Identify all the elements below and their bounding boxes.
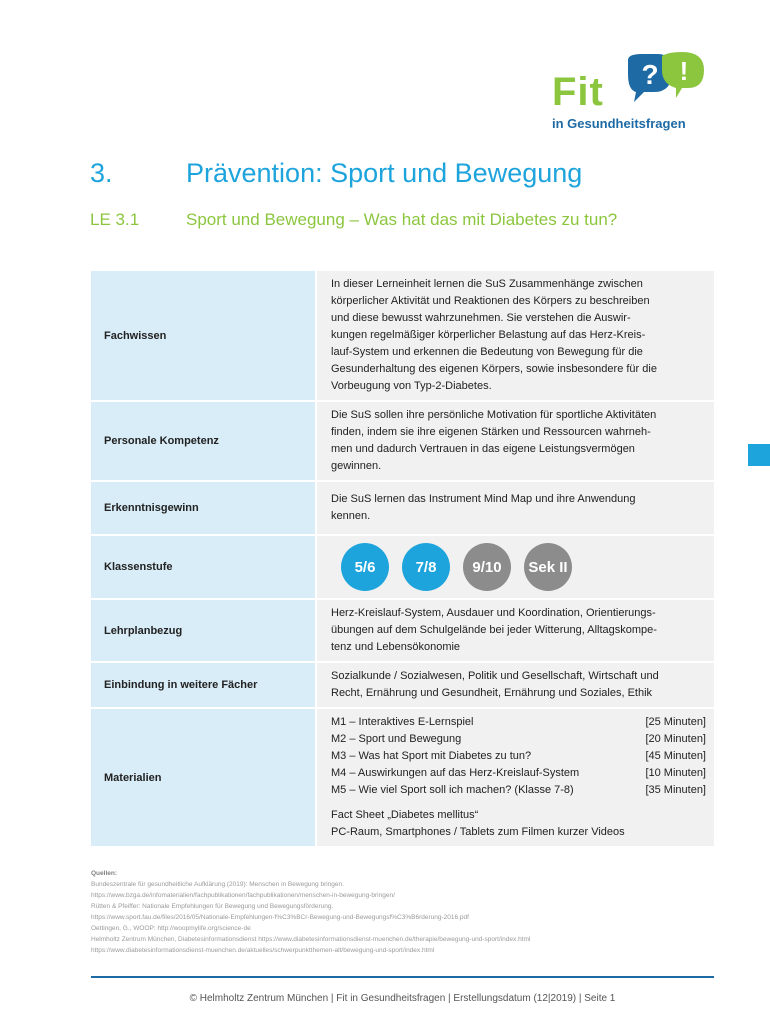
label-lehrplan: Lehrplanbezug (91, 599, 316, 662)
text-line: Vorbeugung von Typ-2-Diabetes. (331, 380, 492, 392)
row-lehrplan (91, 599, 714, 662)
material-name: M4 – Auswirkungen auf das Herz-Kreislauf-System (331, 767, 580, 779)
row-erkenntnis (91, 481, 714, 535)
material-duration: [35 Minuten] (645, 784, 706, 796)
equipment-line: PC-Raum, Smartphones / Tablets zum Filmen kurzer Videos (331, 826, 625, 838)
material-name: M1 – Interaktives E-Lernspiel (331, 716, 474, 728)
value-lehrplan (316, 599, 714, 662)
source-line: Helmholtz Zentrum München, Diabetesinformationsdienst https://www.diabetesinformationsdienst-muenchen.de/therapie/bewegung-und-sport/index.html (91, 936, 531, 943)
text-line: kennen. (331, 510, 371, 522)
value-einbindung (316, 662, 714, 708)
logo (552, 52, 722, 137)
label-materialien: Materialien (91, 708, 316, 847)
material-item (331, 765, 706, 782)
row-materialien (91, 708, 714, 847)
grade-badges (331, 543, 706, 591)
logo-word: Fit (552, 70, 604, 114)
material-duration: [20 Minuten] (645, 733, 706, 745)
fact-sheet-line: Fact Sheet „Diabetes mellitus“ (331, 809, 479, 821)
page-footer: © Helmholtz Zentrum München | Fit in Gesundheitsfragen | Erstellungsdatum (12|2019) | Seite 1 (189, 993, 616, 1004)
unit-title: Sport und Bewegung – Was hat das mit Diabetes zu tun? (186, 210, 618, 229)
grade-badge-9-10: 9/10 (463, 543, 511, 591)
material-duration: [25 Minuten] (645, 716, 706, 728)
sources-heading: Quellen: (91, 870, 118, 877)
text-line: körperlicher Aktivität und Reaktionen des Körpers zu beschreiben (331, 295, 650, 307)
label-personal: Personale Kompetenz (91, 401, 316, 481)
label-einbindung: Einbindung in weitere Fächer (91, 662, 316, 708)
text-line: und diese bewusst wahrzunehmen. Sie verstehen die Auswir- (331, 312, 631, 324)
row-fachwissen (91, 271, 714, 401)
speech-bubbles-icon (618, 52, 708, 114)
text-line: In dieser Lerneinheit lernen die SuS Zusammenhänge zwischen (331, 278, 643, 290)
text-line: Gesunderhaltung des eigenen Körpers, sowie insbesondere für die (331, 363, 657, 375)
lesson-info-table (91, 271, 714, 848)
logo-subtitle: in Gesundheitsfragen (552, 116, 686, 131)
text-line: lauf-System und erkennen die Bedeutung von Bewegung für die (331, 346, 643, 358)
unit-number: LE 3.1 (90, 210, 140, 229)
row-klassenstufe (91, 535, 714, 599)
material-duration: [45 Minuten] (645, 750, 706, 762)
source-link[interactable]: https://www.diabetesinformationsdienst-muenchen.de/aktuelles/schwerpunktthemen-alt/bewegung-und-sport/index.html (91, 947, 435, 954)
text-line: Sozialkunde / Sozialwesen, Politik und Gesellschaft, Wirtschaft und (331, 670, 659, 682)
text-line: Die SuS sollen ihre persönliche Motivation für sportliche Aktivitäten (331, 409, 657, 421)
material-item (331, 782, 706, 799)
text-line: finden, indem sie ihre eigenen Stärken und Ressourcen wahrneh- (331, 426, 651, 438)
text-line: Recht, Ernährung und Gesundheit, Ernährung und Soziales, Ethik (331, 687, 653, 699)
value-materialien (316, 708, 714, 847)
value-fachwissen (316, 271, 714, 401)
material-duration: [10 Minuten] (645, 767, 706, 779)
value-erkenntnis (316, 481, 714, 535)
text-line: kungen regelmäßiger körperlicher Belastung auf das Herz-Kreis- (331, 329, 646, 341)
source-link[interactable]: https://www.sport.fau.de/files/2016/05/Nationale-Empfehlungen-f%C3%BCr-Bewegung-und-Bewegungsf%C3%B6rderung-2016.pdf (91, 914, 469, 921)
material-item (331, 731, 706, 748)
text-line: Herz-Kreislauf-System, Ausdauer und Koordination, Orientierungs- (331, 607, 656, 619)
label-klassenstufe: Klassenstufe (91, 535, 316, 599)
footer-divider (91, 976, 714, 978)
material-name: M3 – Was hat Sport mit Diabetes zu tun? (331, 750, 532, 762)
text-line: Die SuS lernen das Instrument Mind Map und ihre Anwendung (331, 493, 636, 505)
chapter-number: 3. (90, 158, 113, 188)
row-personal (91, 401, 714, 481)
logo-question-mark: ? (641, 59, 659, 90)
grade-badge-7-8: 7/8 (402, 543, 450, 591)
text-line: tenz und Lebensökonomie (331, 641, 461, 653)
chapter-title: Prävention: Sport und Bewegung (186, 158, 583, 188)
text-line: übungen auf dem Schulgelände bei jeder Witterung, Alltagskompe- (331, 624, 657, 636)
source-link[interactable]: https://www.bzga.de/infomaterialien/fachpublikationen/fachpublikationen/menschen-in-bewegung-bringen/ (91, 892, 395, 899)
value-personal (316, 401, 714, 481)
material-name: M5 – Wie viel Sport soll ich machen? (Klasse 7-8) (331, 784, 574, 796)
row-einbindung (91, 662, 714, 708)
grade-badge-5-6: 5/6 (341, 543, 389, 591)
logo-exclamation-mark: ! (679, 56, 689, 86)
text-line: gewinnen. (331, 460, 382, 472)
material-item (331, 748, 706, 765)
label-fachwissen: Fachwissen (91, 271, 316, 401)
text-line: men und dadurch Vertrauen in das eigene Leistungsvermögen (331, 443, 635, 455)
grade-badge-sek-ii: Sek II (524, 543, 572, 591)
value-klassenstufe (316, 535, 714, 599)
source-line: Oettingen, G., WOOP: http://woopmylife.org/science-de (91, 925, 251, 932)
sources-section (91, 869, 731, 957)
source-line: Rütten & Pfeiffer: Nationale Empfehlungen für Bewegung und Bewegungsförderung. (91, 903, 334, 910)
source-line: Bundeszentrale für gesundheitliche Aufklärung (2019): Menschen in Bewegung bringen. (91, 881, 344, 888)
side-marker (748, 444, 770, 466)
material-name: M2 – Sport und Bewegung (331, 733, 462, 745)
label-erkenntnis: Erkenntnisgewinn (91, 481, 316, 535)
material-item (331, 714, 706, 731)
